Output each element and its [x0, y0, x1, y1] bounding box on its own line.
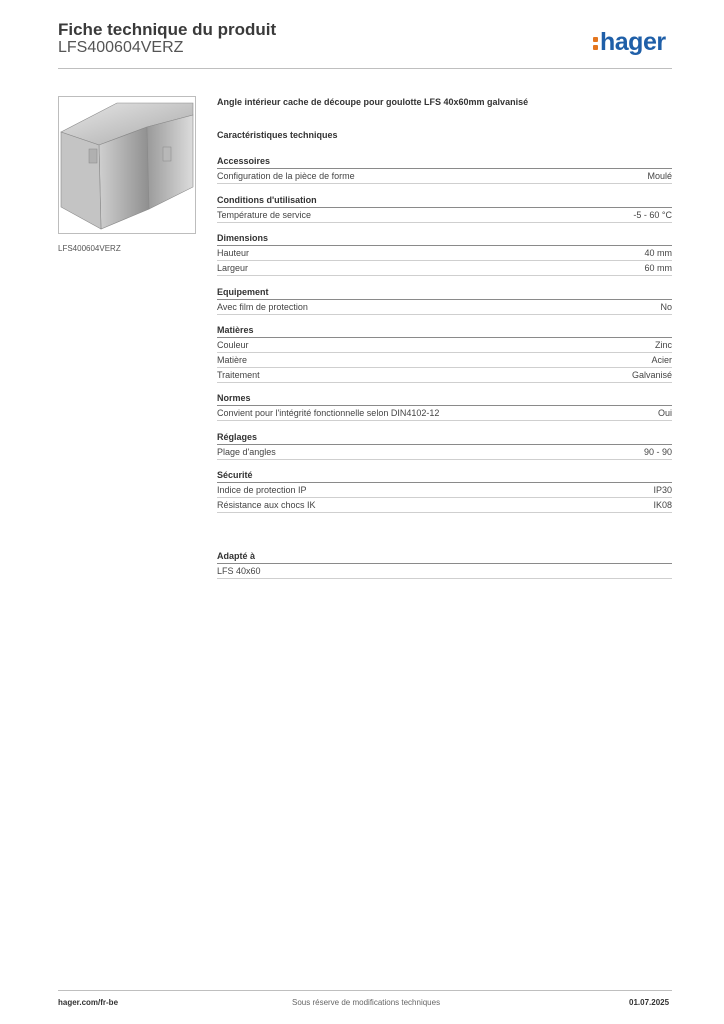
product-image: [58, 96, 196, 234]
spec-value: 40 mm: [644, 248, 672, 258]
spec-value: IK08: [653, 500, 672, 510]
adapted-row: [217, 564, 672, 579]
spec-group-dimensions: [217, 232, 672, 276]
specs-heading: Caractéristiques techniques: [217, 130, 338, 140]
spec-value: Zinc: [654, 340, 672, 350]
spec-group-reglages: [217, 431, 672, 460]
spec-row: [217, 208, 672, 223]
spec-row: [217, 353, 672, 368]
spec-row: [217, 368, 672, 383]
spec-group-title: Matières: [217, 324, 672, 338]
document-title: Fiche technique du produit: [58, 20, 277, 39]
spec-row: [217, 338, 672, 353]
spec-label: Matière: [217, 355, 248, 365]
spec-group-conditions: [217, 194, 672, 223]
spec-group-title: Sécurité: [217, 469, 672, 483]
footer-notice: Sous réserve de modifications techniques: [292, 998, 441, 1007]
spec-value: Oui: [657, 408, 672, 418]
spec-label: Plage d'angles: [217, 447, 276, 457]
spec-label: Indice de protection IP: [217, 485, 307, 495]
spec-label: Traitement: [217, 370, 260, 380]
footer-website-link[interactable]: hager.com/fr-be: [58, 998, 119, 1007]
spec-group-title: Conditions d'utilisation: [217, 194, 672, 208]
spec-group-securite: [217, 469, 672, 513]
spec-value: IP30: [653, 485, 672, 495]
spec-row: [217, 406, 672, 421]
spec-row: [217, 483, 672, 498]
spec-row: [217, 169, 672, 184]
spec-group-title: Normes: [217, 392, 672, 406]
spec-value: Galvanisé: [631, 370, 672, 380]
spec-group-accessoires: [217, 155, 672, 184]
logo-dots-icon: [593, 35, 598, 51]
spec-group-title: Accessoires: [217, 155, 672, 169]
spec-group-title: Equipement: [217, 286, 672, 300]
spec-row: [217, 300, 672, 315]
adapted-title: Adapté à: [217, 550, 672, 564]
image-caption: LFS400604VERZ: [58, 244, 121, 253]
spec-group-matieres: [217, 324, 672, 383]
spec-value: 90 - 90: [643, 447, 672, 457]
adapted-label: LFS 40x60: [217, 566, 261, 576]
spec-label: Température de service: [217, 210, 312, 220]
spec-label: Configuration de la pièce de forme: [217, 171, 355, 181]
spec-label: Convient pour l'intégrité fonctionnelle selon DIN4102-12: [217, 408, 440, 418]
spec-group-title: Dimensions: [217, 232, 672, 246]
spec-value: -5 - 60 °C: [633, 210, 672, 220]
spec-label: Avec film de protection: [217, 302, 308, 312]
spec-value: No: [660, 302, 672, 312]
spec-group-title: Réglages: [217, 431, 672, 445]
adapted-section: [217, 550, 672, 579]
spec-row: [217, 246, 672, 261]
footer-divider: [58, 990, 672, 991]
logo-text: hager: [600, 28, 666, 56]
footer-date: 01.07.2025: [629, 998, 670, 1007]
spec-label: Hauteur: [217, 248, 250, 258]
spec-row: [217, 445, 672, 460]
spec-label: Couleur: [217, 340, 249, 350]
product-reference: LFS400604VERZ: [58, 39, 184, 56]
spec-value: Moulé: [647, 171, 672, 181]
spec-group-equipement: [217, 286, 672, 315]
corner-piece-illustration: [59, 97, 195, 233]
hager-logo: [593, 28, 666, 57]
spec-value: 60 mm: [644, 263, 672, 273]
spec-label: Largeur: [217, 263, 249, 273]
spec-row: [217, 498, 672, 513]
spec-label: Résistance aux chocs IK: [217, 500, 316, 510]
spec-group-normes: [217, 392, 672, 421]
product-description: Angle intérieur cache de découpe pour goulotte LFS 40x60mm galvanisé: [217, 97, 529, 107]
header-divider: [58, 68, 672, 69]
spec-row: [217, 261, 672, 276]
spec-value: Acier: [651, 355, 672, 365]
